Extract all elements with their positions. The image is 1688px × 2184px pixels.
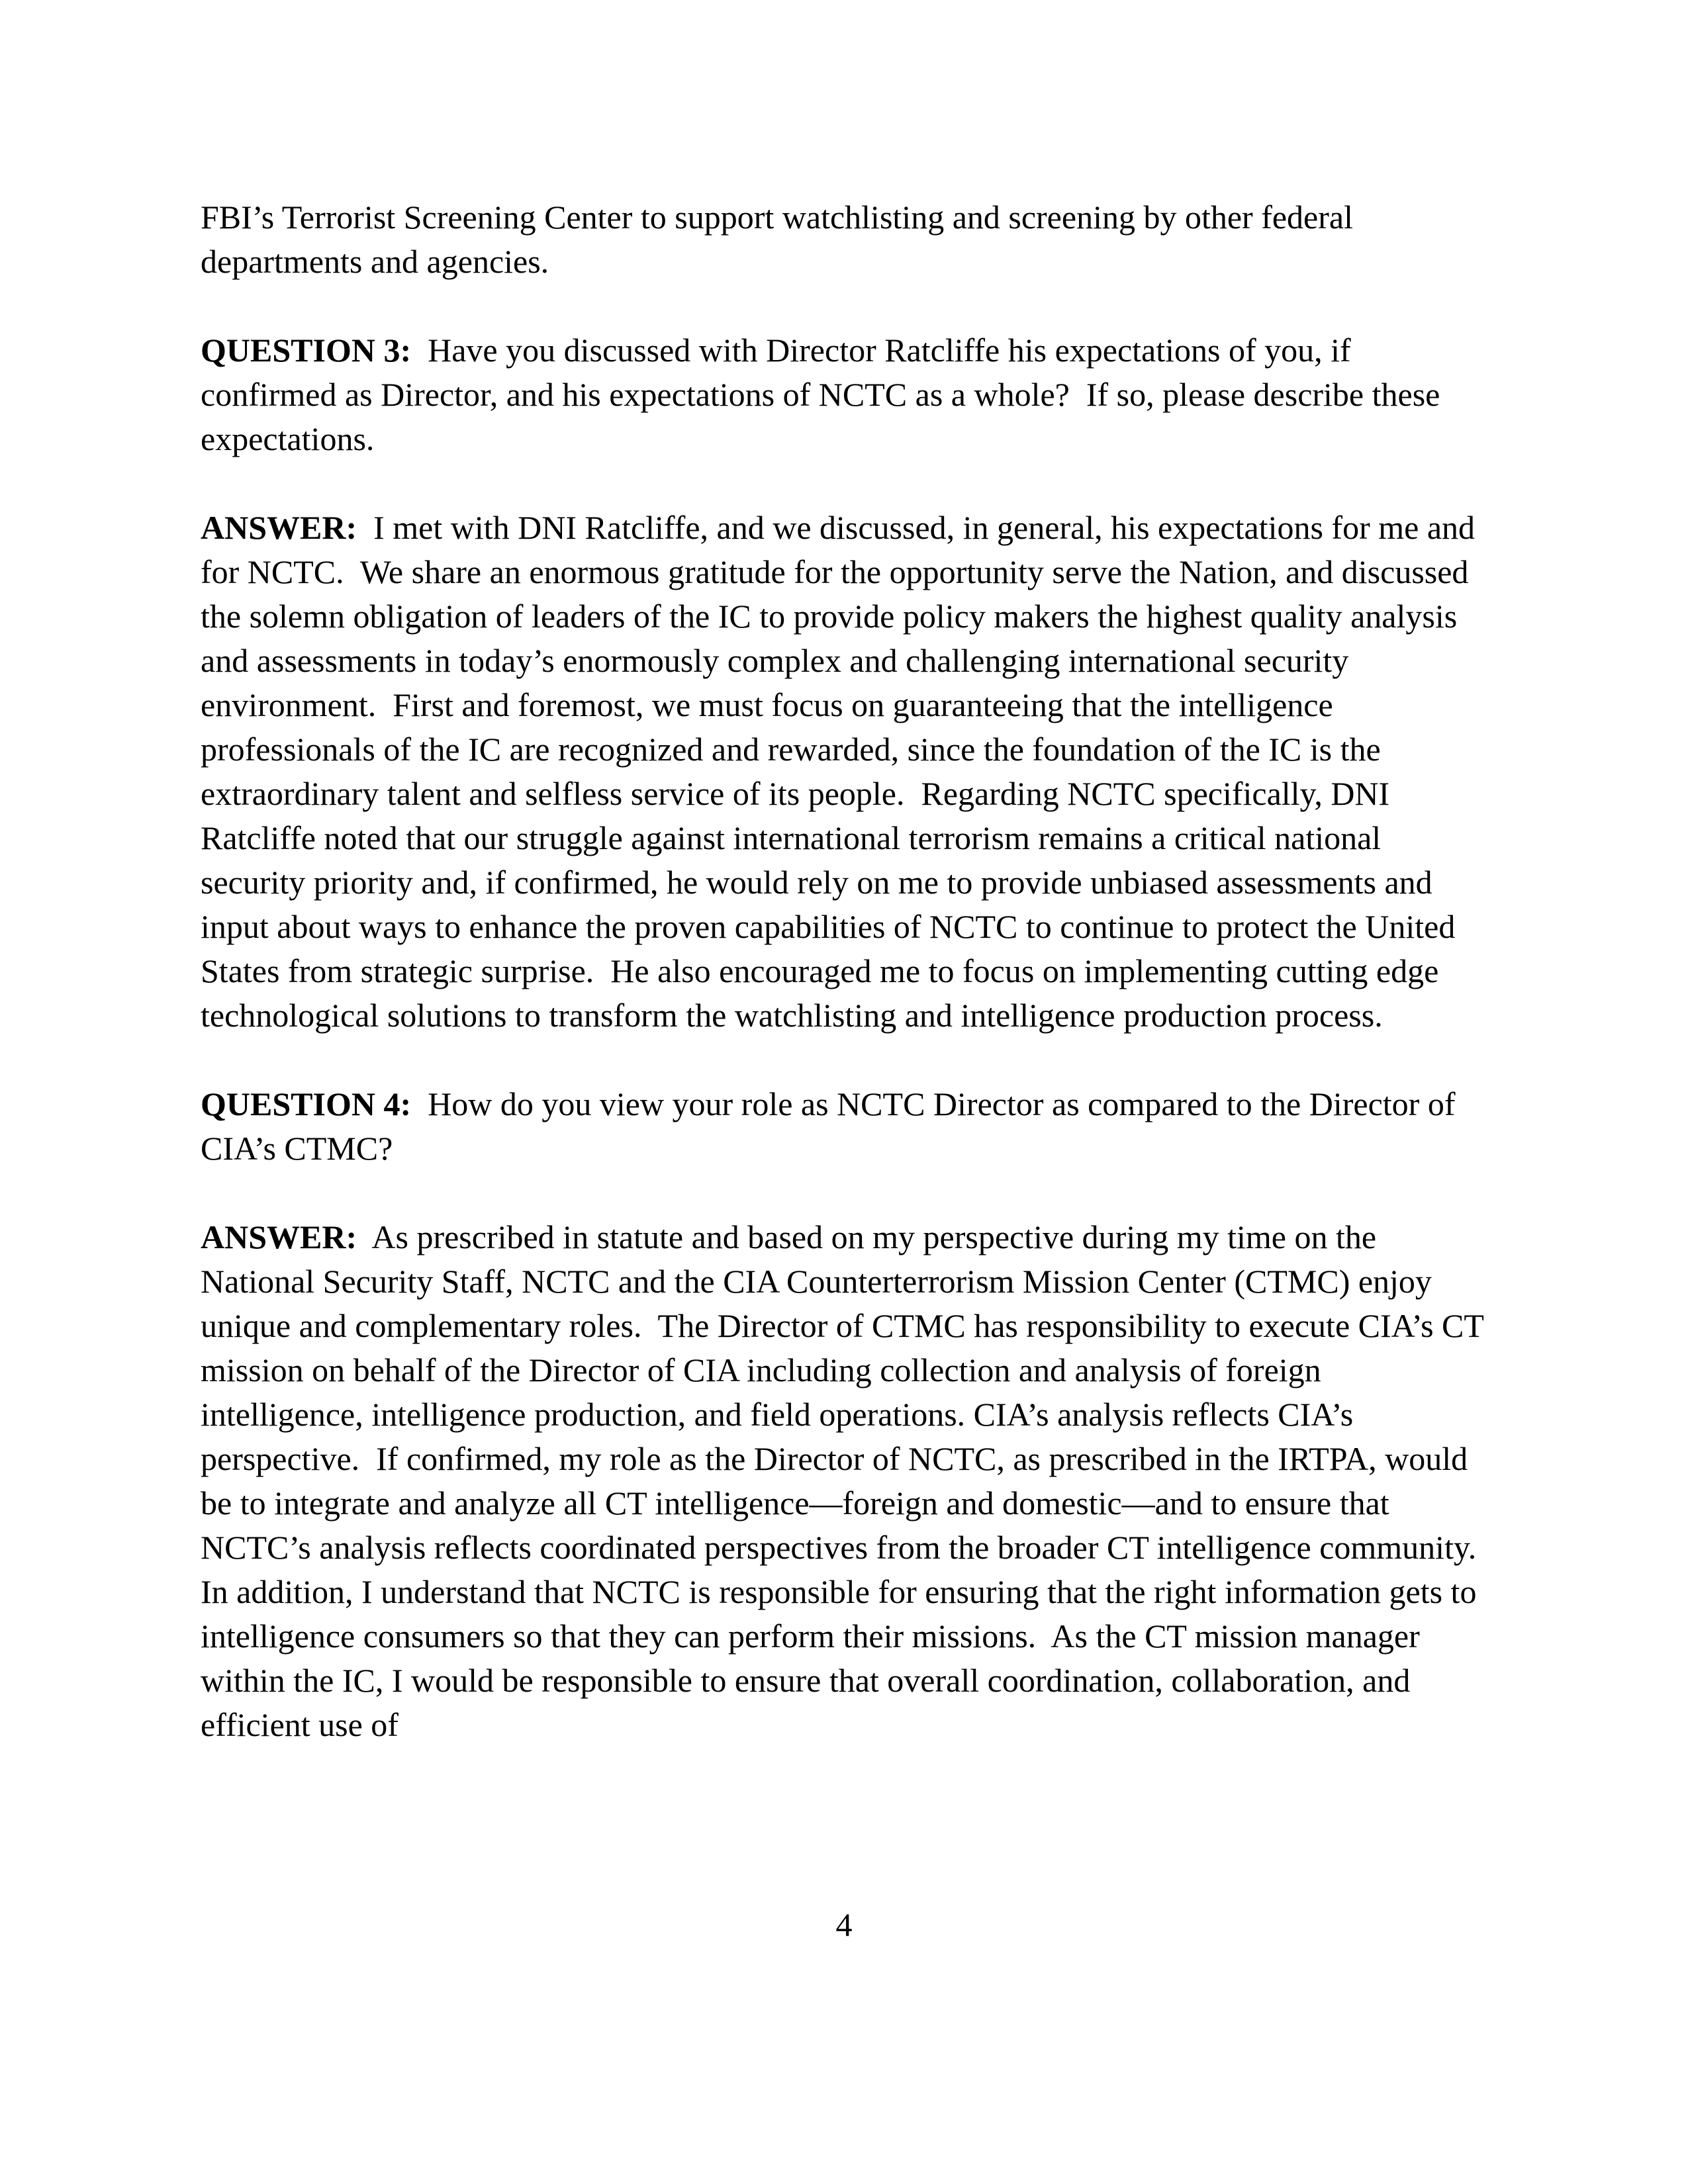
paragraph-text: FBI’s Terrorist Screening Center to support watchlisting and screening by other federal departments and agencies. [201,199,1362,280]
paragraph-question-3 [201,328,1491,461]
question-4-label: QUESTION 4: [201,1085,412,1122]
answer-4-label: ANSWER: [201,1218,357,1255]
question-3-text: Have you discussed with Director Ratcliffe his expectations of you, if confirmed as Director, and his expectations of NCTC as a whole? If so, please describe these expectations. [201,332,1448,457]
document-body [201,195,1491,1747]
answer-4-text: As prescribed in statute and based on my perspective during my time on the National Security Staff, NCTC and the CIA Counterterrorism Mission Center (CTMC) enjoy unique and complementary roles. The Director of CTMC has responsibility to execute CIA’s CT mission on behalf of the Director of CIA including collection and analysis of foreign intelligence, intelligence production, and field operations. CIA’s analysis reflects CIA’s perspective. If confirmed, my role as the Director of NCTC, as prescribed in the IRTPA, would be to integrate and analyze all CT intelligence—foreign and domestic—and to ensure that NCTC’s analysis reflects coordinated perspectives from the broader CT intelligence community. In addition, I understand that NCTC is responsible for ensuring that the right information gets to intelligence consumers so that they can perform their missions. As the CT mission manager within the IC, I would be responsible to ensure that overall coordination, collaboration, and efficient use of [201,1218,1493,1743]
answer-3-label: ANSWER: [201,509,357,546]
paragraph-answer-4 [201,1215,1491,1747]
paragraph-answer-3 [201,506,1491,1038]
paragraph-continuation [201,195,1491,284]
paragraph-question-4 [201,1082,1491,1171]
page-number: 4 [835,1906,853,1943]
answer-3-text: I met with DNI Ratcliffe, and we discussed, in general, his expectations for me and for NCTC. We share an enormous gratitude for the opportunity serve the Nation, and discussed the solemn obligation of leaders of the IC to provide policy makers the highest quality analysis and assessments in today’s enormously complex and challenging international security environment. First and foremost, we must focus on guaranteeing that the intelligence professionals of the IC are recognized and rewarded, since the foundation of the IC is the extraordinary talent and selfless service of its people. Regarding NCTC specifically, DNI Ratcliffe noted that our struggle against international terrorism remains a critical national security priority and, if confirmed, he would rely on me to provide unbiased assessments and input about ways to enhance the proven capabilities of NCTC to continue to protect the United States from strategic surprise. He also encouraged me to focus on implementing cutting edge technological solutions to transform the watchlisting and intelligence production process. [201,509,1483,1034]
question-4-text: How do you view your role as NCTC Director as compared to the Director of CIA’s CTMC? [201,1085,1464,1167]
question-3-label: QUESTION 3: [201,332,412,369]
